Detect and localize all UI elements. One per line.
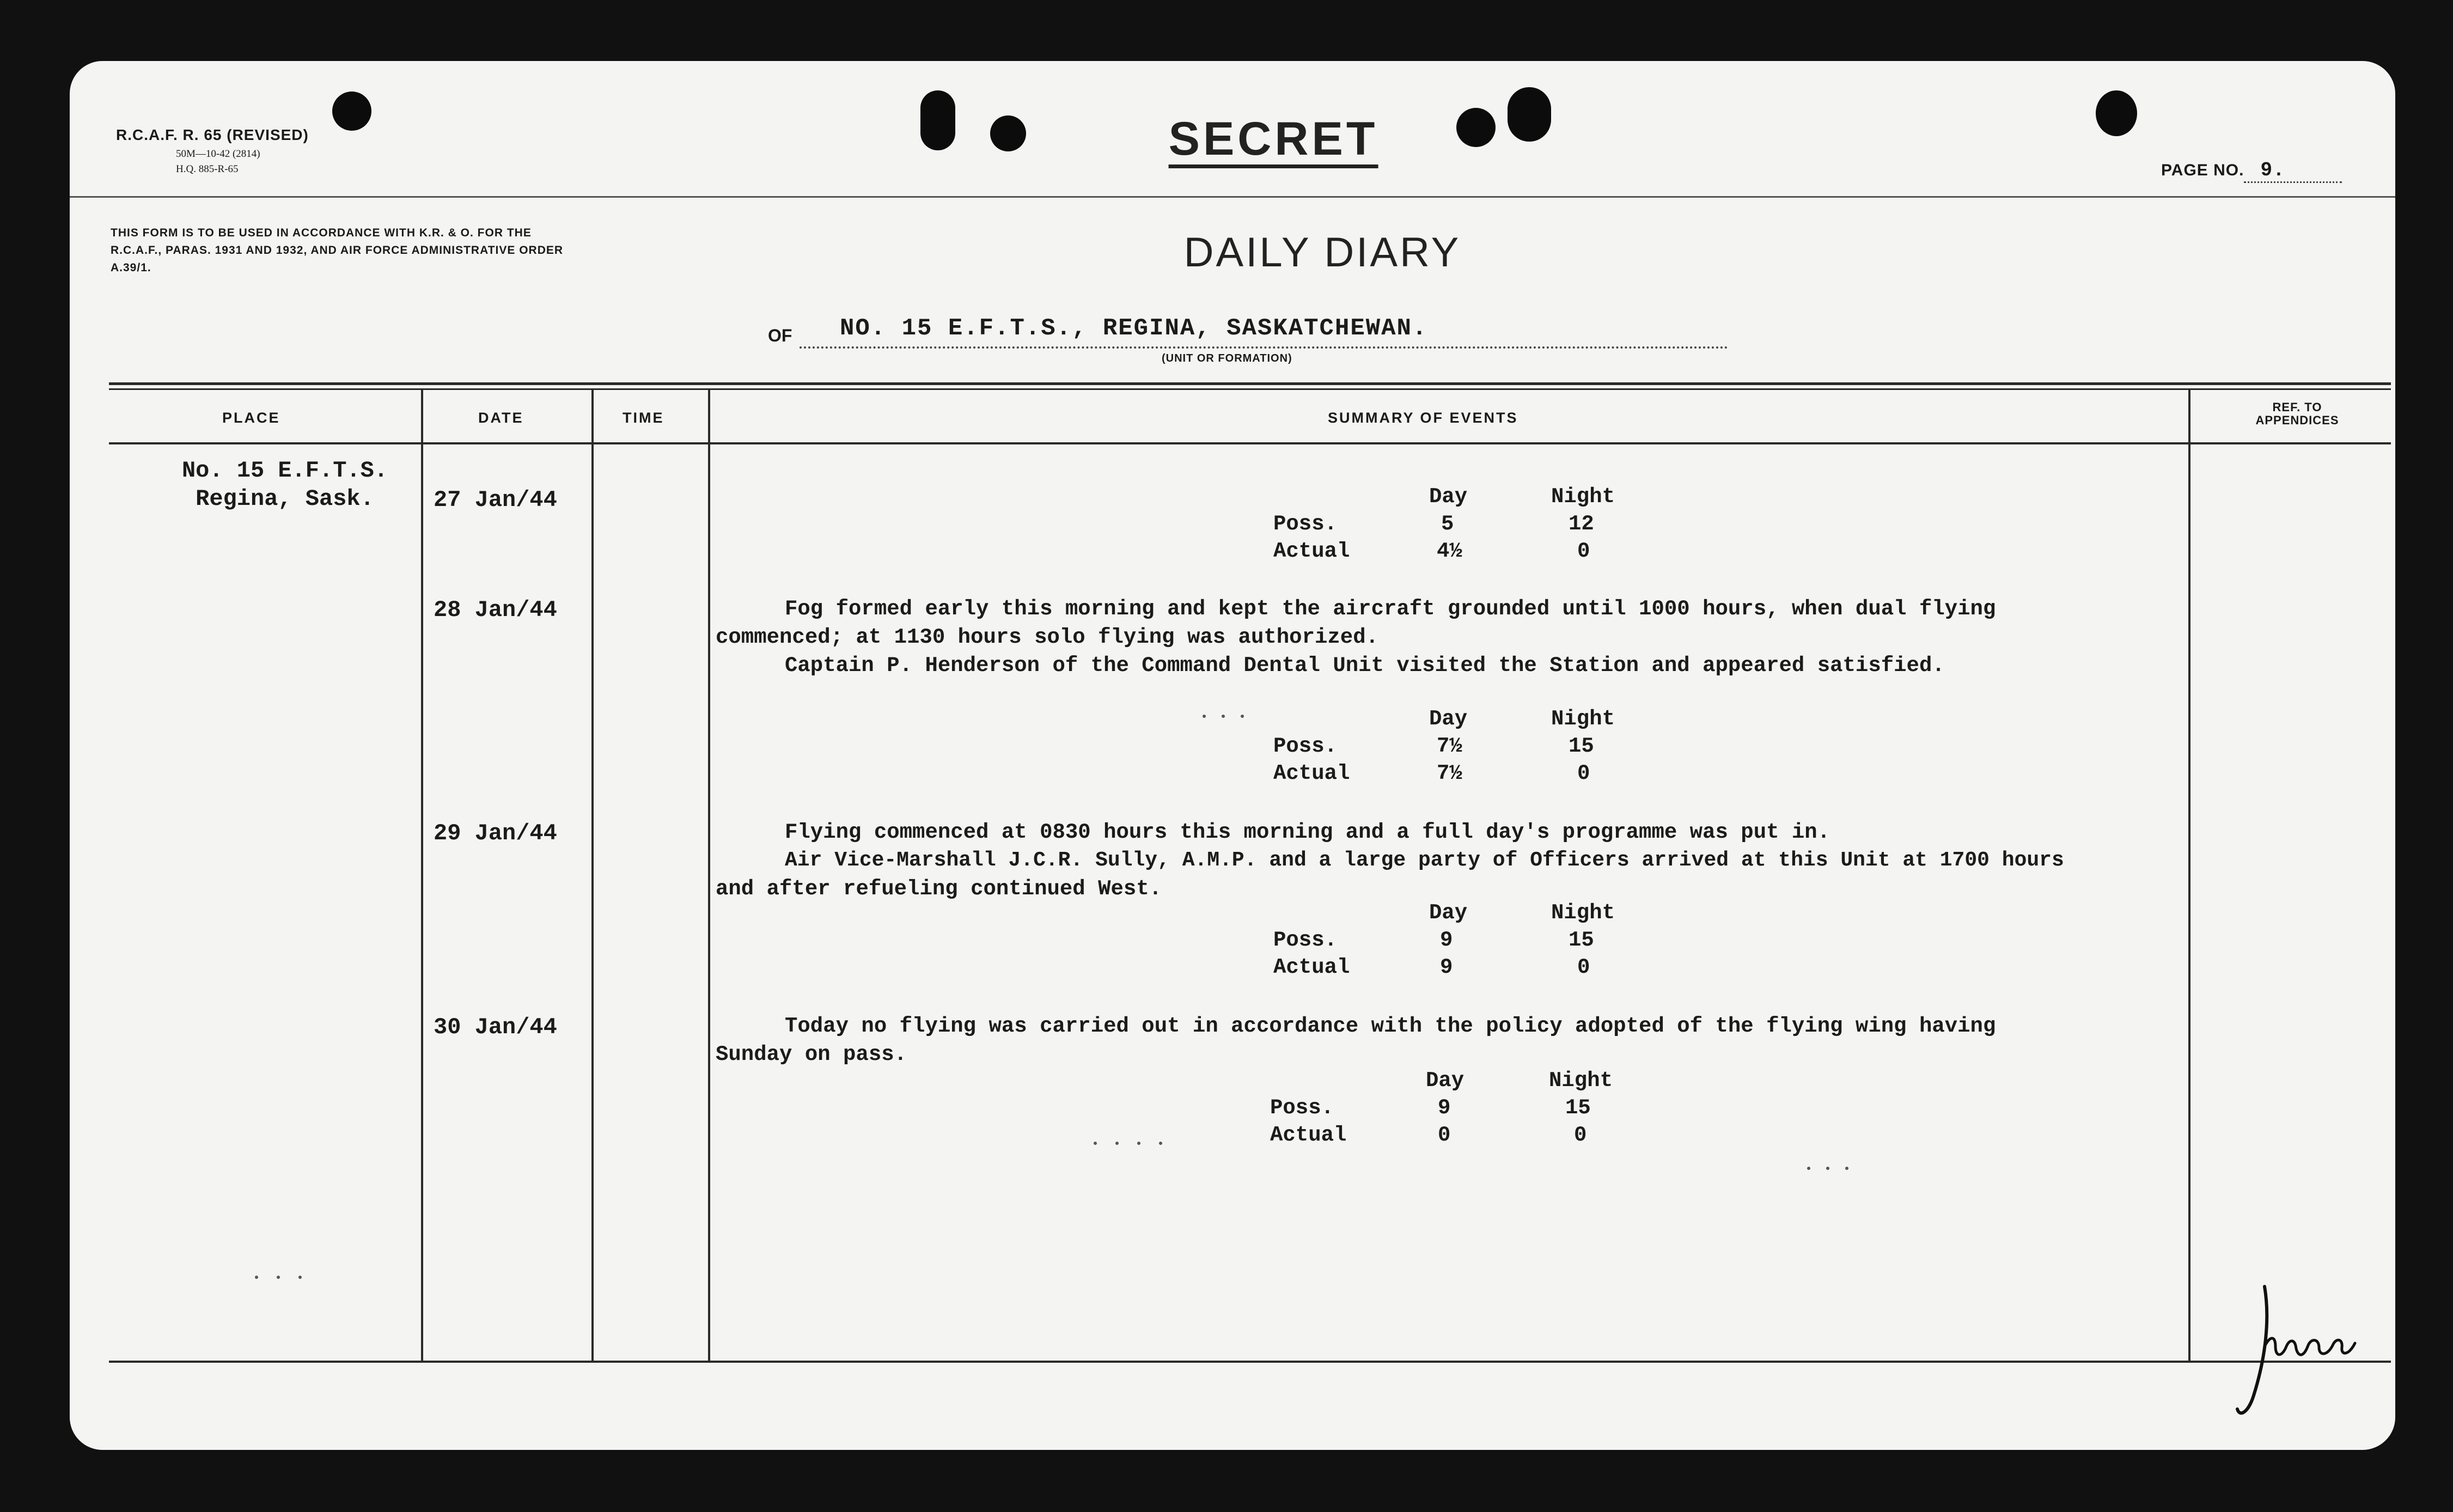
table-top-rule (109, 388, 2391, 390)
entry-text: Flying commenced at 0830 hours this morning and a full day's programme was put in. (785, 820, 1830, 844)
place-line: No. 15 E.F.T.S. (181, 458, 388, 484)
column-divider (708, 389, 710, 1362)
stats-poss-night: 12 (1569, 512, 1594, 536)
unit-name: NO. 15 E.F.T.S., REGINA, SASKATCHEWAN. (840, 315, 1428, 342)
page-number-value: 9. (2244, 159, 2342, 183)
entry-text: Sunday on pass. (716, 1042, 907, 1066)
paper-speck (255, 1276, 258, 1279)
page-number-label: PAGE NO. (2161, 161, 2244, 179)
paper-speck (1115, 1142, 1119, 1145)
stats-day-header: Day (1429, 901, 1468, 925)
stats-night-header: Night (1551, 485, 1615, 509)
stats-actual-label: Actual (1273, 761, 1350, 785)
column-header-place: PLACE (222, 410, 280, 426)
stats-night-header: Night (1551, 707, 1615, 731)
paper-speck (1845, 1167, 1848, 1170)
stats-actual-day: 9 (1440, 955, 1453, 979)
column-header-ref: REF. TO APPENDICES (2255, 400, 2339, 427)
column-divider (2188, 389, 2190, 1362)
paper-speck (1094, 1142, 1097, 1145)
place-cell (154, 456, 416, 513)
stats-poss-day: 9 (1438, 1096, 1451, 1120)
form-print-line: 50M—10-42 (2814) (176, 148, 260, 160)
column-header-summary: SUMMARY OF EVENTS (1328, 410, 1518, 426)
stats-night-header: Night (1551, 901, 1615, 925)
form-id: R.C.A.F. R. 65 (REVISED) (116, 126, 309, 143)
stats-actual-night: 0 (1577, 955, 1590, 979)
stats-actual-day: 0 (1438, 1123, 1451, 1147)
stats-poss-day: 5 (1441, 512, 1454, 536)
paper-speck (277, 1276, 280, 1279)
page-number (2161, 159, 2342, 183)
unit-caption: (UNIT OR FORMATION) (1162, 352, 1292, 364)
stats-actual-label: Actual (1273, 955, 1350, 979)
punch-hole (920, 90, 955, 150)
entry-text: Fog formed early this morning and kept the aircraft grounded until 1000 hours, when dual flying (785, 597, 1996, 621)
column-header-time: TIME (623, 410, 664, 426)
stats-poss-label: Poss. (1270, 1096, 1334, 1120)
form-print-line: H.Q. 885-R-65 (176, 163, 239, 175)
paper-speck (1159, 1142, 1162, 1145)
punch-hole (1456, 108, 1496, 147)
entry-text: and after refueling continued West. (716, 877, 1162, 901)
entry-date: 29 Jan/44 (434, 820, 557, 846)
stats-day-header: Day (1426, 1069, 1465, 1093)
stats-actual-day: 7½ (1437, 761, 1462, 785)
place-line: Regina, Sask. (196, 486, 374, 512)
stats-actual-night: 0 (1577, 539, 1590, 563)
stats-poss-label: Poss. (1273, 928, 1338, 952)
stats-actual-night: 0 (1577, 761, 1590, 785)
entry-date: 28 Jan/44 (434, 597, 557, 623)
column-header-date: DATE (478, 410, 524, 426)
entry-text: Air Vice-Marshall J.C.R. Sully, A.M.P. and a large party of Officers arrived at this Unit at 1700 hours (785, 849, 2064, 872)
entry-text: Today no flying was carried out in accordance with the policy adopted of the flying wing having (785, 1014, 1996, 1038)
paper-speck (1137, 1142, 1140, 1145)
stats-poss-label: Poss. (1273, 734, 1338, 758)
paper-speck (1222, 715, 1225, 718)
stats-day-header: Day (1429, 707, 1468, 731)
column-divider (421, 389, 423, 1362)
stats-night-header: Night (1549, 1069, 1613, 1093)
stats-actual-night: 0 (1574, 1123, 1587, 1147)
paper-speck (298, 1276, 302, 1279)
entry-text: Captain P. Henderson of the Command Dental Unit visited the Station and appeared satisfied. (785, 654, 1945, 678)
punch-hole (332, 92, 371, 131)
entry-date: 27 Jan/44 (434, 487, 557, 513)
diary-form-card: R.C.A.F. R. 65 (REVISED) 50M—10-42 (2814) H.Q. 885-R-65 SECRET PAGE NO. 9. THIS FORM IS TO BE USED IN ACCORDANCE WITH K.R. & O. FOR THE R.C.A.F., PARAS. 1931 AND 1932, AND AIR FORCE ADMINISTRATIVE ORDER A.39/1. DAILY DIARY OF NO. 15 E.F.T.S., REGINA, SASKATCHEWAN. (UNIT OR FORMATION) PLACE DATE TIME SUMMARY OF EVENTS REF. TO APPENDICES No. 15 E.F.T.S. Regina, Sask. 27 Jan/44 Day Night Poss. 5 12 Actual 4½ 0 28 Jan/44 Fog formed early this morning and kept the aircraft grounded until 1000 hours, when dual flying commenced; at 1130 hours solo flying was authorized. Captain P. Henderson of the Command Dental Unit visited the Station and appeared satisfied. Day Night Poss. 7½ 15 Actual 7½ 0 29 Jan/44 Flying commenced at 0830 hours this morning and a full day's programme was put in. Air Vice-Marshall J.C.R. Sully, A.M.P. and a large party of Officers arrived at this Unit at 1700 hours and after refueling continued West. Day Night Poss. 9 15 Actual 9 0 30 Jan/44 Today no flying was carried out in accordance with the policy adopted of the flying wing having Sunday on pass. Day Night Poss. 9 15 Actual 0 0 (70, 61, 2395, 1450)
paper-speck (1826, 1167, 1829, 1170)
stats-poss-night: 15 (1569, 928, 1594, 952)
column-divider (591, 389, 594, 1362)
stats-day-header: Day (1429, 485, 1468, 509)
punch-hole (990, 115, 1026, 151)
header-rule (70, 196, 2395, 198)
paper-speck (1203, 715, 1206, 718)
stats-poss-night: 15 (1565, 1096, 1591, 1120)
punch-hole (2096, 90, 2137, 136)
stats-poss-night: 15 (1569, 734, 1594, 758)
stats-actual-day: 4½ (1437, 539, 1462, 563)
table-top-rule (109, 382, 2391, 385)
column-header-rule (109, 442, 2391, 444)
entry-date: 30 Jan/44 (434, 1014, 557, 1040)
stats-poss-day: 9 (1440, 928, 1453, 952)
paper-speck (1807, 1167, 1810, 1170)
stats-poss-label: Poss. (1273, 512, 1338, 536)
usage-notice: THIS FORM IS TO BE USED IN ACCORDANCE WITH K.R. & O. FOR THE R.C.A.F., PARAS. 1931 AND 1932, AND AIR FORCE ADMINISTRATIVE ORDER A.39/1. (111, 227, 564, 274)
table-bottom-rule (109, 1361, 2391, 1363)
punch-hole (1508, 87, 1551, 142)
stats-actual-label: Actual (1273, 539, 1350, 563)
of-label: OF (768, 326, 792, 345)
paper-speck (1241, 715, 1244, 718)
stats-actual-label: Actual (1270, 1123, 1347, 1147)
signature-mark (2232, 1270, 2373, 1423)
stats-poss-day: 7½ (1437, 734, 1462, 758)
entry-text: commenced; at 1130 hours solo flying was authorized. (716, 625, 1378, 649)
